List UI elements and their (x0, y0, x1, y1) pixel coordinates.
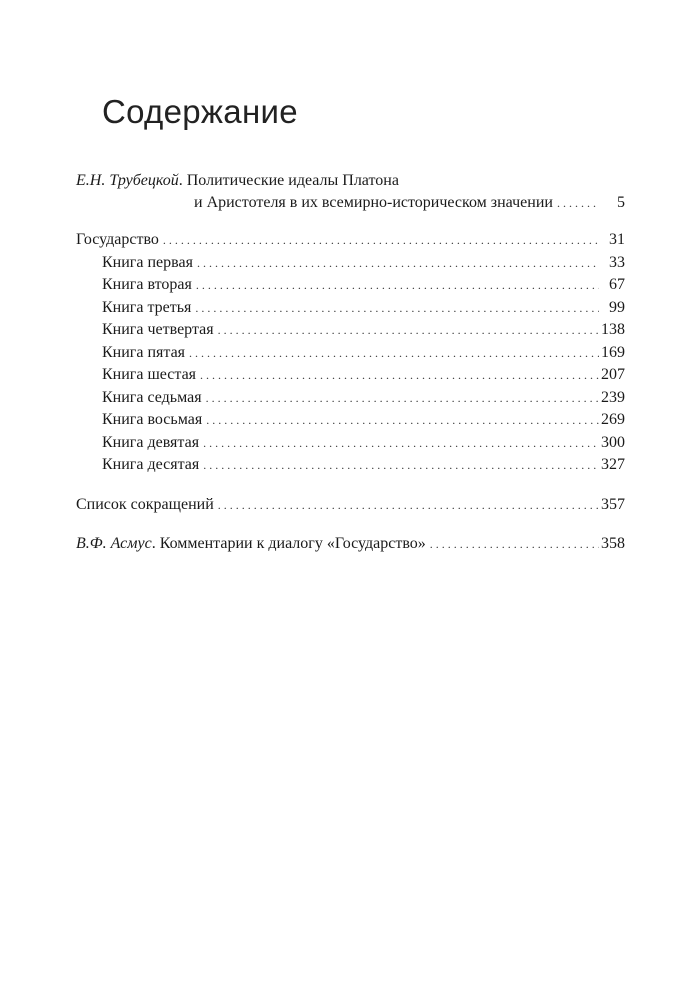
dot-leader (218, 494, 599, 517)
toc-entry-label: Книга шестая (102, 366, 197, 383)
toc-entry-book-7[interactable] (76, 387, 625, 410)
dot-leader (197, 252, 599, 275)
toc-entry-introduction-title: Политические идеалы Платона (186, 172, 399, 189)
toc-page-number: 358 (601, 535, 625, 552)
toc-entry-label: Книга четвертая (102, 321, 214, 338)
dot-leader (195, 297, 599, 320)
dot-leader (203, 454, 599, 477)
dot-leader (218, 319, 599, 342)
toc-entry-introduction-line2 (76, 192, 625, 215)
dot-leader (189, 342, 599, 365)
toc-page-number: 357 (601, 495, 625, 513)
table-of-contents (76, 170, 625, 556)
dot-leader (203, 432, 599, 455)
toc-entry-book-2[interactable] (76, 274, 625, 297)
toc-page-number: 33 (609, 253, 625, 271)
toc-entry-book-10[interactable] (76, 454, 625, 477)
toc-entry-label: Книга седьмая (102, 388, 202, 406)
toc-page-number: 169 (601, 343, 625, 361)
toc-page-number: 207 (601, 366, 625, 383)
toc-entry-book-5[interactable] (76, 342, 625, 365)
dot-leader (430, 533, 599, 556)
dot-leader (206, 409, 599, 432)
spacer (76, 516, 625, 533)
dot-leader (206, 387, 599, 410)
toc-page-number: 31 (609, 231, 625, 248)
toc-entry-republic[interactable] (76, 229, 625, 252)
toc-entry-label: Книга вторая (102, 276, 192, 293)
toc-entry-label: Книга восьмая (102, 411, 203, 428)
toc-entry-abbreviations[interactable] (76, 494, 625, 517)
toc-entry-label: Книга пятая (102, 343, 186, 361)
toc-entry-book-8[interactable] (76, 409, 625, 432)
toc-entry-label: Книга девятая (102, 433, 200, 451)
toc-entry-label: В.Ф. Асмус. Комментарии к диалогу «Государство» (76, 535, 426, 552)
dot-leader (557, 192, 599, 215)
spacer (76, 477, 625, 494)
toc-entry-label: Список сокращений (76, 495, 214, 513)
toc-author-asmus: В.Ф. Асмус (76, 535, 152, 552)
toc-page-number: 138 (601, 321, 625, 338)
toc-entry-label: Книга третья (102, 298, 192, 316)
toc-page-number: 300 (601, 433, 625, 451)
toc-entry-label: и Аристотеля в их всемирно-историческом значении (194, 193, 553, 211)
toc-entry-book-9[interactable] (76, 432, 625, 455)
toc-page-number: 269 (601, 411, 625, 428)
toc-page-number: 99 (609, 298, 625, 316)
dot-leader (200, 364, 599, 387)
toc-entry-book-3[interactable] (76, 297, 625, 320)
toc-page-number: 67 (609, 276, 625, 293)
page-title: Содержание (102, 93, 298, 130)
toc-entry-book-4[interactable] (76, 319, 625, 342)
toc-entry-introduction-line1: Е.Н. Трубецкой. Политические идеалы Платона (76, 172, 399, 189)
toc-entry-book-1[interactable] (76, 252, 625, 275)
toc-entry-label: Книга первая (102, 253, 193, 271)
toc-page-number: 5 (617, 193, 625, 211)
toc-page-number: 239 (601, 388, 625, 406)
dot-leader (163, 229, 599, 252)
toc-entry-label: Государство (76, 231, 159, 248)
toc-entry-label: Книга десятая (102, 456, 200, 473)
toc-entry-book-6[interactable] (76, 364, 625, 387)
dot-leader (196, 274, 599, 297)
toc-entry-introduction[interactable] (76, 170, 625, 214)
toc-entry-commentary-title: Комментарии к диалогу «Государство» (159, 535, 426, 552)
toc-author-trubetskoy: Е.Н. Трубецкой (76, 172, 179, 189)
toc-entry-commentary[interactable] (76, 533, 625, 556)
toc-page-number: 327 (601, 456, 625, 473)
